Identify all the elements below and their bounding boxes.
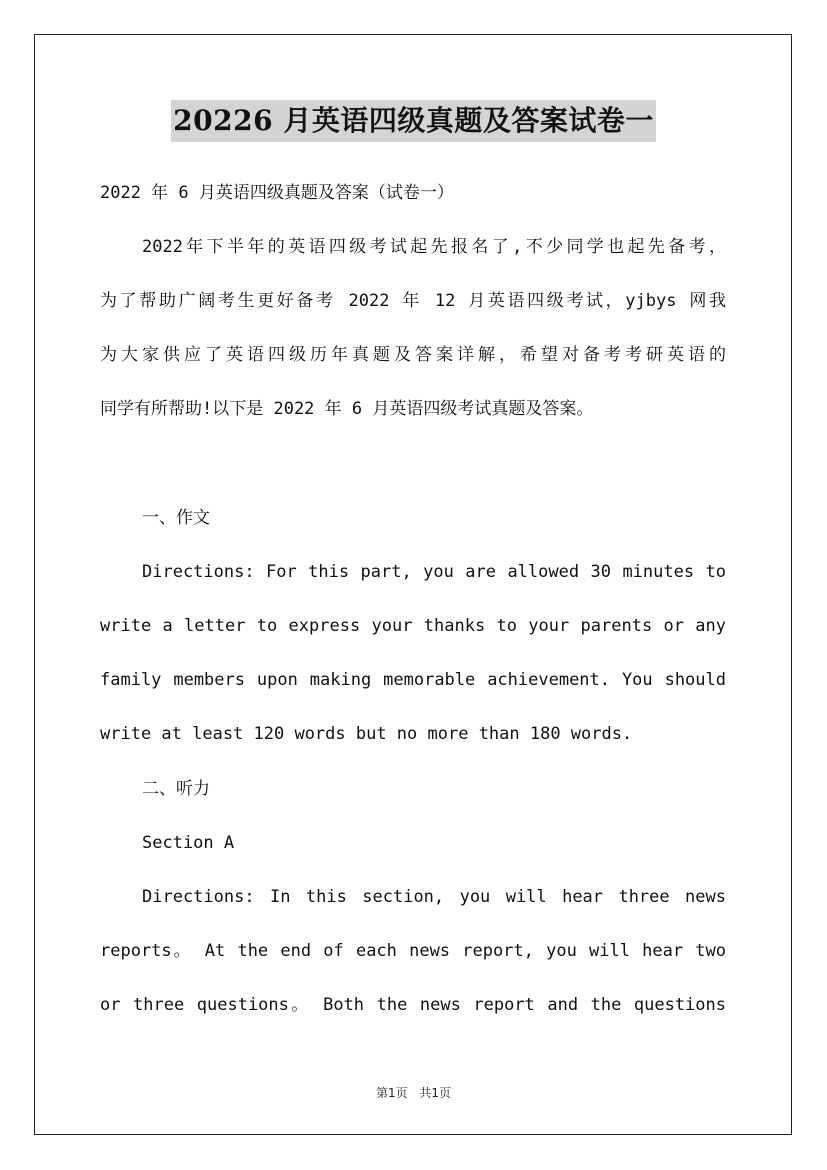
intro-line: 2022年下半年的英语四级考试起先报名了,不少同学也起先备考， [142,237,726,257]
listening-section-label: Section A [142,833,235,853]
document-title: 20226 月英语四级真题及答案试卷一 [171,100,656,142]
page-total: 共1页 [419,1086,452,1100]
writing-directions-line: family members upon making memorable achievement. You should [100,670,726,690]
writing-directions-line: Directions: For this part, you are allowed 30 minutes to [142,562,726,582]
writing-directions-line: write at least 120 words but no more than 180 words. [100,724,633,744]
page-footer [0,1084,827,1101]
document-subtitle: 2022 年 6 月英语四级真题及答案（试卷一） [100,183,454,203]
writing-directions-line: write a letter to express your thanks to your parents or any [100,616,726,636]
section-heading-listening: 二、听力 [142,779,210,799]
intro-line: 为了帮助广阔考生更好备考 2022 年 12 月英语四级考试，yjbys 网我 [100,291,726,311]
title-container [0,100,827,142]
listening-directions-line: Directions: In this section, you will hear three news [142,887,726,907]
listening-directions-line: reports。 At the end of each news report, you will hear two [100,941,726,961]
section-heading-writing: 一、作文 [142,508,210,528]
intro-line: 为大家供应了英语四级历年真题及答案详解，希望对备考考研英语的 [100,345,726,365]
page-number: 第1页 [375,1086,408,1100]
intro-line: 同学有所帮助!以下是 2022 年 6 月英语四级考试真题及答案。 [100,399,594,419]
listening-directions-line: or three questions。 Both the news report and the questions [100,995,726,1015]
